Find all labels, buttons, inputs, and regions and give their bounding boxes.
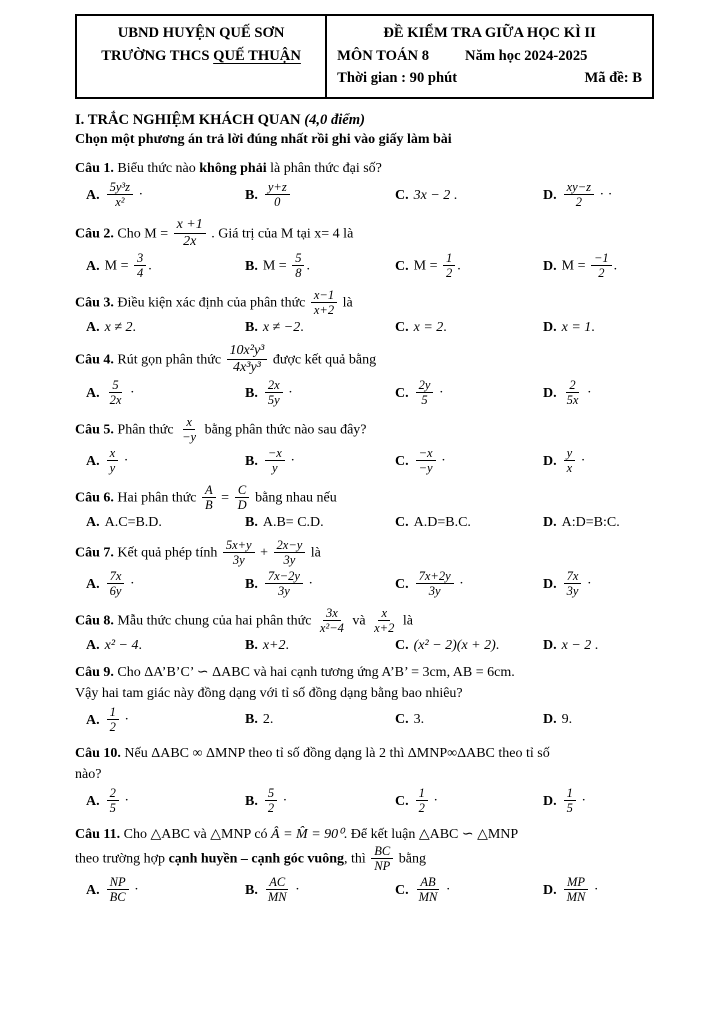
question-7-option-b: B. $\frac{7x-2y}{3y}$ ·: [245, 568, 314, 598]
question-label: Câu 10.: [75, 745, 121, 761]
fraction: [416, 786, 428, 815]
question-4-options-row: [75, 379, 654, 408]
fraction-denominator: x²: [115, 195, 125, 210]
fraction: [265, 786, 277, 815]
question-5-option-c: C. $\frac{-x}{-y}$ ·: [395, 445, 446, 475]
fraction-denominator: x²−4: [319, 620, 344, 635]
fraction-denominator: BC: [109, 889, 126, 904]
math-text: x = 2: [413, 320, 444, 336]
exam-header: [75, 14, 654, 99]
fraction-numerator: 7x: [107, 569, 125, 584]
option-key: C.: [395, 453, 409, 469]
fraction: [564, 875, 589, 904]
fraction-numerator: 2x−y: [274, 538, 306, 553]
option-key: C.: [395, 514, 409, 530]
fraction-numerator: 2: [107, 786, 119, 801]
option-key: D.: [543, 187, 557, 203]
question-6-options-row: [75, 515, 654, 531]
fraction-numerator: AB: [417, 875, 438, 890]
fraction-numerator: 5x+y: [223, 538, 255, 553]
question-4-line-1: Câu 4. Rút gọn phân thức $\frac{\text{10x²y³}}{\text{4x³y³}}$ được kết quả bằng: [75, 343, 377, 376]
fraction-numerator: 5: [109, 378, 121, 393]
question-7-line-1: Câu 7. Kết quả phép tính $\frac{5x+y}{3y}$ + $\frac{2x-y}{3y}$ là: [75, 537, 321, 567]
header-right: [327, 16, 652, 97]
option-key: D.: [543, 320, 557, 336]
question-1-option-d: D. $\frac{xy-z}{2}$ · ·: [543, 180, 613, 210]
fraction-numerator: 10x²y³: [227, 343, 268, 360]
question-3-option-b: B. x ≠ −2.: [245, 320, 304, 336]
question-10-line-1: Câu 10. Nếu ΔABC ∞ ΔMNP theo tỉ số đồng dạng là 2 thì ΔMNP∞ΔABC theo tỉ số: [75, 745, 550, 761]
fraction-numerator: A: [202, 483, 216, 498]
fraction-numerator: 2y: [416, 378, 434, 393]
fraction-numerator: 3x: [323, 606, 341, 621]
question-5: [75, 416, 654, 476]
question-label: Câu 8.: [75, 613, 114, 629]
fraction-denominator: 5x: [566, 392, 579, 407]
option-key: A.: [86, 259, 100, 275]
questions-list: [75, 158, 654, 905]
fraction-denominator: y: [272, 460, 278, 475]
option-key: D.: [543, 637, 557, 653]
question-9-option-a: A. $\frac{1}{2}$ ·: [86, 704, 130, 734]
fraction: [416, 378, 434, 407]
fraction-numerator: AC: [266, 875, 288, 890]
question-11-options-row: [75, 876, 654, 905]
fraction-numerator: 1: [416, 786, 428, 801]
fraction-denominator: 2x: [183, 233, 197, 249]
fraction: [235, 483, 250, 512]
option-key: C.: [395, 882, 409, 898]
option-key: C.: [395, 712, 409, 728]
fraction-denominator: 2: [418, 800, 425, 815]
question-11-line-1: Câu 11. Cho △ABC và △MNP có Â = M̂ = 90⁰. Để kết luận △ABC ∽ △MNP: [75, 826, 519, 842]
question-2: [75, 218, 654, 281]
fraction-denominator: x: [566, 460, 573, 475]
fraction-denominator: 5: [109, 800, 116, 815]
question-9: [75, 662, 654, 735]
fraction-numerator: x +1: [174, 217, 206, 234]
question-5-options-row: [75, 447, 654, 476]
fraction: [179, 415, 199, 444]
fraction: [564, 569, 582, 598]
question-11-option-a: A. $\frac{NP}{BC}$ ·: [86, 874, 139, 904]
option-key: D.: [543, 259, 557, 275]
option-key: B.: [245, 882, 258, 898]
section-title: [75, 112, 654, 129]
option-key: A.: [86, 187, 100, 203]
fraction: [274, 538, 306, 567]
fraction-numerator: 1: [564, 786, 576, 801]
fraction-denominator: −y: [182, 429, 197, 444]
fraction-denominator: 3y: [428, 583, 441, 598]
fraction: [107, 378, 125, 407]
question-10-option-c: C. $\frac{1}{2}$ ·: [395, 785, 439, 815]
fraction: [107, 875, 129, 904]
fraction-numerator: C: [235, 483, 249, 498]
question-6: [75, 484, 654, 531]
question-4-option-c: C. $\frac{2y}{5}$ ·: [395, 377, 444, 407]
option-key: C.: [395, 385, 409, 401]
question-label: Câu 1.: [75, 161, 114, 177]
question-11-option-d: D. $\frac{MP}{MN}$ ·: [543, 874, 599, 904]
question-label: Câu 11.: [75, 826, 121, 842]
subject-line: [337, 45, 642, 68]
fraction: [443, 251, 455, 280]
question-10-option-a: A. $\frac{2}{5}$ ·: [86, 785, 130, 815]
option-key: B.: [245, 187, 258, 203]
fraction: [107, 705, 119, 734]
fraction-denominator: 2x: [109, 392, 122, 407]
fraction-denominator: 6y: [109, 583, 122, 598]
option-key: B.: [245, 385, 258, 401]
time-line: [337, 67, 642, 90]
question-3-options-row: [75, 320, 654, 336]
exam-duration: Thời gian : 90 phút: [337, 70, 458, 87]
fraction-denominator: MN: [418, 889, 438, 904]
fraction-denominator: y: [109, 460, 116, 475]
question-6-option-a: A. A.C=B.D.: [86, 514, 162, 530]
question-10-options-row: [75, 787, 654, 816]
fraction-denominator: MN: [267, 889, 287, 904]
option-key: A.: [86, 793, 100, 809]
question-4-option-a: A. $\frac{5}{2x}$ ·: [86, 377, 135, 407]
bold-text: không phải: [199, 161, 267, 177]
fraction: [265, 446, 285, 475]
math-text: (x² − 2)(x + 2): [413, 637, 496, 653]
math-text: x − 2: [561, 637, 592, 653]
question-2-options-row: [75, 252, 654, 281]
question-label: Câu 5.: [75, 422, 114, 438]
math-text: 3x − 2: [413, 187, 451, 203]
question-10-option-b: B. $\frac{5}{2}$ ·: [245, 785, 288, 815]
fraction-denominator: 0: [274, 195, 281, 210]
fraction: [107, 786, 119, 815]
fraction-numerator: x: [107, 446, 119, 461]
question-7-options-row: [75, 570, 654, 599]
question-1-option-c: C. 3x − 2 .: [395, 187, 458, 203]
question-5-option-b: B. $\frac{-x}{y}$ ·: [245, 445, 295, 475]
math-text: x² − 4: [104, 637, 139, 653]
fraction: [223, 538, 255, 567]
question-3-option-c: C. x = 2.: [395, 320, 447, 336]
question-4-option-b: B. $\frac{2x}{5y}$ ·: [245, 377, 293, 407]
question-9-option-b: B. 2.: [245, 712, 274, 728]
math-text: x ≠ −2: [262, 320, 301, 336]
option-key: A.: [86, 385, 100, 401]
question-11-option-b: B. $\frac{AC}{MN}$ ·: [245, 874, 300, 904]
fraction-denominator: MN: [566, 889, 586, 904]
question-5-line-1: Câu 5. Phân thức $\frac{x}{-y}$ bằng phân thức nào sau đây?: [75, 414, 367, 444]
question-10-option-d: D. $\frac{1}{5}$ ·: [543, 785, 587, 815]
fraction: [202, 483, 216, 512]
question-8-option-b: B. x+2.: [245, 637, 290, 653]
fraction: [371, 606, 397, 635]
fraction-denominator: 3y: [566, 583, 579, 598]
question-6-option-b: B. A.B= C.D.: [245, 514, 324, 530]
fraction: [292, 251, 304, 280]
school-name: [81, 45, 321, 68]
question-label: Câu 3.: [75, 296, 114, 312]
fraction-denominator: 2: [445, 266, 453, 281]
question-7-option-a: A. $\frac{7x}{6y}$ ·: [86, 568, 135, 598]
fraction-numerator: y: [564, 446, 576, 461]
exam-title: ĐỀ KIỂM TRA GIỮA HỌC KÌ II: [383, 25, 596, 41]
option-key: B.: [245, 453, 258, 469]
fraction: [107, 446, 119, 475]
fraction-numerator: −x: [416, 446, 436, 461]
org-name: UBND HUYỆN QUẾ SƠN: [117, 25, 285, 41]
question-label: Câu 6.: [75, 490, 114, 506]
question-8-options-row: [75, 638, 654, 654]
fraction-numerator: 7x+2y: [416, 569, 454, 584]
header-left: [77, 16, 327, 97]
fraction-denominator: x+2: [313, 303, 335, 318]
option-key: C.: [395, 637, 409, 653]
fraction-denominator: B: [205, 497, 213, 512]
fraction-numerator: NP: [107, 875, 129, 890]
question-11-line-2: theo trường hợp cạnh huyền – cạnh góc vuông, thì $\frac{BC}{NP}$ bằng: [75, 843, 426, 873]
question-label: Câu 4.: [75, 352, 114, 368]
fraction-denominator: 3y: [277, 583, 290, 598]
math-text: x = 1: [561, 320, 592, 336]
question-2-line-1: Câu 2. Cho M = $\frac{x +1}{2x}$ . Giá trị của M tại x= 4 là: [75, 217, 354, 249]
option-key: D.: [543, 385, 557, 401]
question-9-options-row: [75, 706, 654, 735]
question-11: [75, 824, 654, 905]
math-text: Â = M̂ = 90⁰: [271, 826, 344, 842]
fraction-denominator: 2: [598, 266, 605, 281]
option-key: D.: [543, 514, 557, 530]
math-text: x+2: [262, 637, 286, 653]
fraction-denominator: 2: [267, 800, 275, 815]
question-3: [75, 289, 654, 336]
fraction-denominator: D: [237, 497, 247, 512]
fraction: [564, 446, 576, 475]
fraction-numerator: x: [183, 415, 195, 430]
question-3-option-a: A. x ≠ 2.: [86, 320, 137, 336]
question-label: Câu 7.: [75, 545, 114, 561]
question-3-line-1: Câu 3. Điều kiện xác định của phân thức $\frac{x-1}{x+2}$ là: [75, 288, 353, 318]
option-key: A.: [86, 320, 100, 336]
fraction-numerator: 7x−2y: [265, 569, 303, 584]
question-9-line-2: Vậy hai tam giác này đồng dạng với tỉ số đồng dạng bằng bao nhiêu?: [75, 685, 463, 701]
option-key: B.: [245, 259, 258, 275]
fraction: [311, 288, 337, 317]
option-key: D.: [543, 793, 557, 809]
question-1-line-1: Câu 1. Biểu thức nào không phải là phân thức đại số?: [75, 161, 382, 177]
question-11-option-c: C. $\frac{AB}{MN}$ ·: [395, 874, 451, 904]
question-8-option-c: C. (x² − 2)(x + 2).: [395, 637, 500, 653]
question-5-option-d: D. $\frac{y}{x}$ ·: [543, 445, 586, 475]
option-key: A.: [86, 453, 100, 469]
school-prefix: TRƯỜNG THCS: [101, 47, 214, 64]
question-2-option-b: B. M = $\frac{5}{8}$ .: [245, 251, 310, 281]
fraction: [265, 569, 303, 598]
option-key: B.: [245, 712, 258, 728]
fraction-denominator: 8: [295, 266, 302, 281]
fraction: [107, 180, 133, 209]
option-key: A.: [86, 514, 100, 530]
question-3-option-d: D. x = 1.: [543, 320, 595, 336]
fraction-denominator: 5: [421, 392, 428, 407]
fraction-numerator: 3: [134, 251, 146, 266]
option-key: B.: [245, 793, 258, 809]
option-key: B.: [245, 576, 258, 592]
option-key: D.: [543, 712, 557, 728]
fraction-numerator: 5: [265, 786, 277, 801]
fraction-numerator: 2x: [265, 378, 283, 393]
school-name-underlined: QUẾ THUẬN: [213, 47, 301, 64]
question-7-option-d: D. $\frac{7x}{3y}$ ·: [543, 568, 592, 598]
fraction-numerator: 5y³z: [107, 180, 133, 195]
fraction: [416, 875, 441, 904]
instruction-text: Chọn một phương án trả lời đúng nhất rồi ghi vào giấy làm bài: [75, 131, 452, 147]
fraction-numerator: −1: [591, 251, 612, 266]
question-4: [75, 344, 654, 407]
question-2-option-c: C. M = $\frac{1}{2}$ .: [395, 251, 461, 281]
fraction-denominator: 2: [575, 195, 582, 210]
fraction: [265, 180, 290, 209]
question-9-line-1: Câu 9. Cho ΔA’B’C’ ∽ ΔABC và hai cạnh tương ứng A’B’ = 3cm, AB = 6cm.: [75, 664, 515, 680]
question-8: [75, 607, 654, 654]
fraction: [416, 569, 454, 598]
fraction-denominator: 2: [109, 719, 116, 734]
fraction-numerator: 5: [292, 251, 304, 266]
option-key: A.: [86, 712, 100, 728]
fraction-numerator: BC: [371, 844, 393, 859]
option-key: C.: [395, 576, 409, 592]
option-key: C.: [395, 187, 409, 203]
fraction-numerator: 7x: [564, 569, 582, 584]
question-4-option-d: D. $\frac{2}{5x}$ ·: [543, 377, 592, 407]
fraction: [265, 875, 290, 904]
fraction-denominator: 4: [136, 266, 144, 281]
fraction-denominator: −y: [418, 460, 433, 475]
fraction-numerator: 1: [443, 251, 455, 266]
option-key: A.: [86, 637, 100, 653]
subject-name: MÔN TOÁN 8: [337, 47, 430, 64]
option-key: C.: [395, 320, 409, 336]
fraction: [564, 786, 576, 815]
question-10-line-2: nào?: [75, 766, 102, 782]
option-key: B.: [245, 637, 258, 653]
question-2-option-d: D. M = $\frac{-1}{2}$ .: [543, 251, 618, 281]
fraction: [265, 378, 283, 407]
question-5-option-a: A. $\frac{x}{y}$ ·: [86, 445, 129, 475]
question-6-option-d: D. A:D=B:C.: [543, 514, 620, 530]
fraction: [174, 217, 206, 249]
question-8-line-1: Câu 8. Mẫu thức chung của hai phân thức $\frac{3x}{\text{x²−4}}$ và $\frac{x}{x+2}$ là: [75, 605, 413, 635]
question-9-option-d: D. 9.: [543, 712, 573, 728]
question-1: [75, 158, 654, 210]
fraction-denominator: 3y: [283, 552, 296, 567]
question-6-option-c: C. A.D=B.C.: [395, 514, 471, 530]
question-10: [75, 743, 654, 816]
bold-text: cạnh huyền – cạnh góc vuông: [168, 851, 344, 867]
option-key: C.: [395, 259, 409, 275]
fraction-numerator: x−1: [311, 288, 337, 303]
option-key: A.: [86, 882, 100, 898]
question-8-option-a: A. x² − 4.: [86, 637, 142, 653]
question-1-options-row: [75, 181, 654, 210]
fraction-numerator: 1: [107, 705, 119, 720]
question-label: Câu 2.: [75, 226, 114, 242]
option-key: A.: [86, 576, 100, 592]
section-points: (4,0 điểm): [304, 111, 365, 128]
option-key: B.: [245, 320, 258, 336]
fraction: [107, 569, 125, 598]
option-key: D.: [543, 882, 557, 898]
math-text: x ≠ 2: [104, 320, 133, 336]
fraction: [416, 446, 436, 475]
fraction-numerator: −x: [265, 446, 285, 461]
question-2-option-a: A. M = $\frac{3}{4}$ .: [86, 251, 152, 281]
fraction-numerator: xy−z: [564, 180, 594, 195]
question-1-option-b: [245, 181, 395, 210]
question-6-line-1: Câu 6. Hai phân thức $\frac{A}{B}$ = $\frac{C}{D}$ bằng nhau nếu: [75, 482, 337, 512]
fraction: [564, 378, 582, 407]
option-key: D.: [543, 453, 557, 469]
question-label: Câu 9.: [75, 664, 114, 680]
option-key: D.: [543, 576, 557, 592]
option-key: B.: [245, 514, 258, 530]
fraction-denominator: x+2: [374, 620, 395, 635]
fraction-numerator: 2: [566, 378, 578, 393]
question-7-option-c: C. $\frac{7x+2y}{3y}$ ·: [395, 568, 464, 598]
question-9-option-c: C. 3.: [395, 712, 425, 728]
exam-code: Mã đề: B: [584, 70, 642, 87]
fraction: [371, 844, 393, 873]
fraction-numerator: MP: [564, 875, 588, 890]
section-title-text: I. TRẮC NGHIỆM KHÁCH QUAN: [75, 111, 305, 128]
fraction: [317, 606, 347, 635]
fraction: [134, 251, 146, 280]
fraction-denominator: 3y: [232, 552, 245, 567]
question-8-option-d: D. x − 2 .: [543, 637, 599, 653]
fraction-numerator: x: [378, 606, 390, 621]
fraction-denominator: NP: [374, 858, 391, 873]
fraction-denominator: 5: [566, 800, 573, 815]
school-year: Năm học 2024-2025: [465, 47, 588, 64]
question-7: [75, 539, 654, 599]
fraction-denominator: 5y: [267, 392, 280, 407]
fraction: [564, 180, 594, 209]
fraction: [227, 343, 268, 375]
option-key: C.: [395, 793, 409, 809]
fraction-denominator: 4x³y³: [233, 360, 261, 376]
question-1-option-a: A. $\frac{\text{5y³z}}{\text{x²}}$ ·: [86, 180, 144, 210]
fraction: [591, 251, 612, 280]
fraction-numerator: y+z: [265, 180, 290, 195]
